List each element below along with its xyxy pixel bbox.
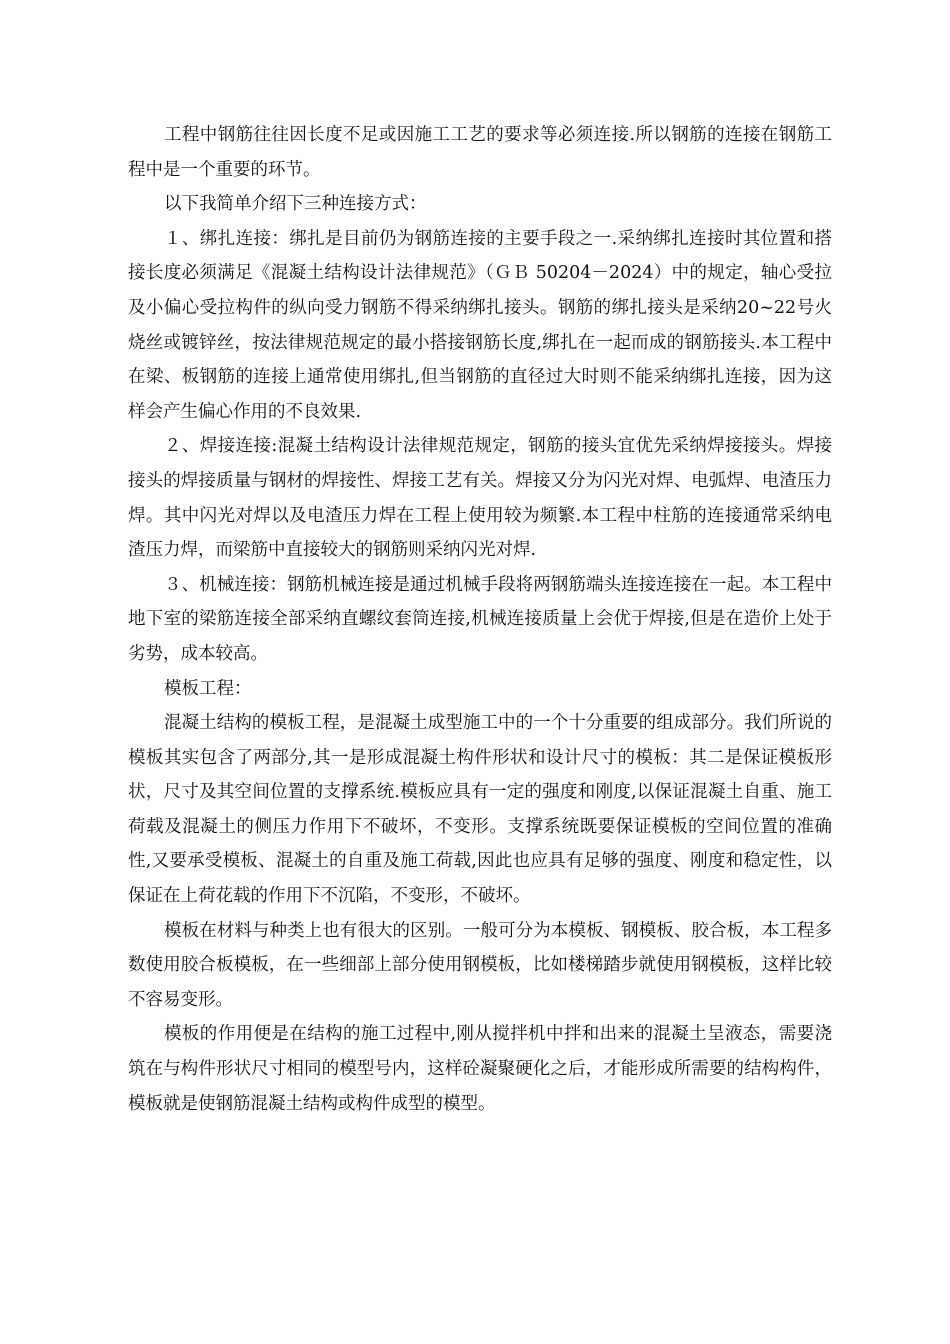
paragraph-rebar-connection-intro: 工程中钢筋往往因长度不足或因施工工艺的要求等必须连接.所以钢筋的连接在钢筋工程中是一个重要的环节。 xyxy=(128,125,832,180)
paragraph-welding-connection: ２、焊接连接:混凝土结构设计法律规范规定，钢筋的接头宜优先采纳焊接接头。焊接接头的焊接质量与钢材的焊接性、焊接工艺有关。焊接又分为闪光对焊、电弧焊、电渣压力焊。其中闪光对焊以及电渣压力焊在工程上使用较为频繁.本工程中柱筋的连接通常采纳电渣压力焊，而梁筋中直接较大的钢筋则采纳闪光对焊. xyxy=(128,436,832,561)
paragraph-formwork-types: 模板在材料与种类上也有很大的区别。一般可分为本模板、钢模板、胶合板，本工程多数使用胶合板模板，在一些细部上部分使用钢模板，比如楼梯踏步就使用钢模板，这样比较不容易变形。 xyxy=(128,920,832,1010)
paragraph-formwork-function: 模板的作用便是在结构的施工过程中,刚从搅拌机中拌和出来的混凝土呈液态，需要浇筑在与构件形状尺寸相同的模型号内，这样砼凝聚硬化之后，才能形成所需要的结构构件，模板就是使钢筋混凝土结构或构件成型的模型。 xyxy=(128,1024,832,1114)
paragraph-formwork-overview: 混凝土结构的模板工程，是混凝土成型施工中的一个十分重要的组成部分。我们所说的模板其实包含了两部分,其一是形成混凝土构件形状和设计尺寸的模板：其二是保证模板形状，尺寸及其空间位置的支撑系统.模板应具有一定的强度和刚度,以保证混凝土自重、施工荷载及混凝土的侧压力作用下不破坏，不变形。支撑系统既要保证模板的空间位置的准确性,又要承受模板、混凝土的自重及施工荷载,因此也应具有足够的强度、刚度和稳定性，以保证在上荷花载的作用下不沉陷，不变形，不破坏。 xyxy=(128,713,832,907)
paragraph-mechanical-connection: ３、机械连接：钢筋机械连接是通过机械手段将两钢筋端头连接连接在一起。本工程中地下室的梁筋连接全部采纳直螺纹套筒连接,机械连接质量上会优于焊接,但是在造价上处于劣势，成本较高。 xyxy=(128,574,832,664)
document-body xyxy=(128,118,832,1121)
section-heading-formwork: 模板工程： xyxy=(164,678,252,699)
paragraph-binding-connection: １、绑扎连接：绑扎是目前仍为钢筋连接的主要手段之一.采纳绑扎连接时其位置和搭接长度必须满足《混凝土结构设计法律规范》（ＧＢ 50204－2024）中的规定，轴心受拉及小偏心受拉构件的纵向受力钢筋不得采纳绑扎接头。钢筋的绑扎接头是采纳20~22号火烧丝或镀锌丝，按法律规范规定的最小搭接钢筋长度,绑扎在一起而成的钢筋接头.本工程中在梁、板钢筋的连接上通常使用绑扎,但当钢筋的直径过大时则不能采纳绑扎连接，因为这样会产生偏心作用的不良效果. xyxy=(128,228,832,422)
paragraph-connection-methods-lead: 以下我简单介绍下三种连接方式： xyxy=(164,194,427,215)
